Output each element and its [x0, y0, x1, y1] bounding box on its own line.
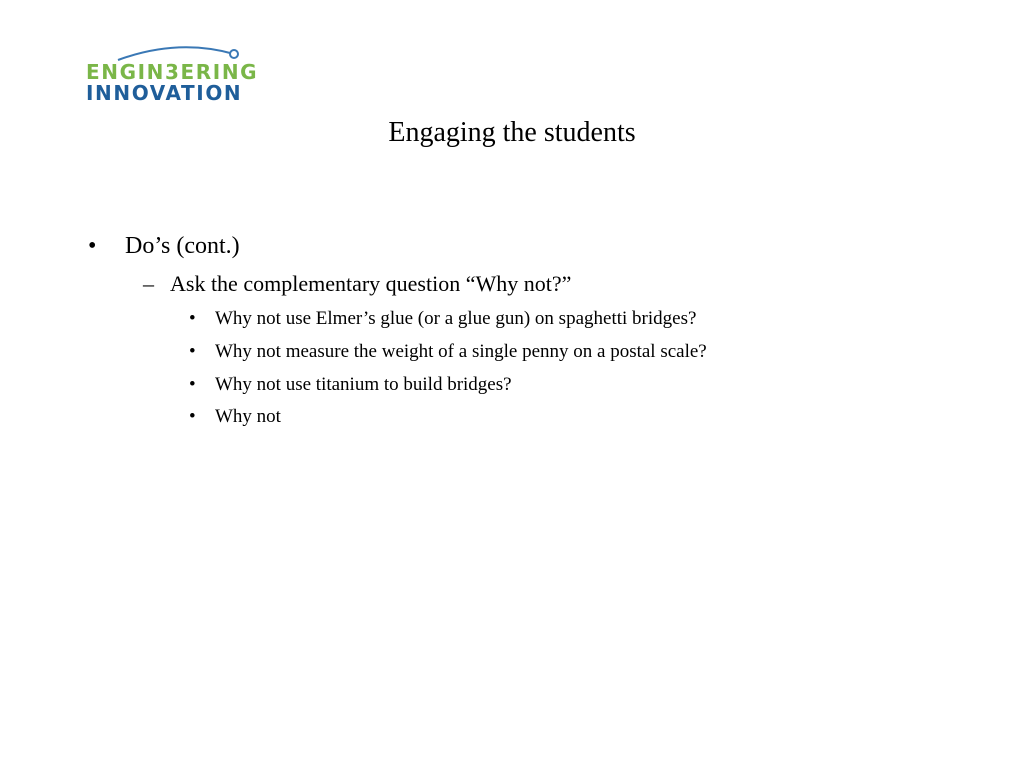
engineering-innovation-logo — [78, 44, 282, 106]
bullet-text: Do’s (cont.) — [125, 233, 240, 259]
bullet-dot-icon: • — [189, 308, 196, 329]
logo-line-engineering: ENGIN3ERING — [86, 60, 259, 84]
logo-line-innovation: INNOVATION — [86, 81, 243, 105]
slide-title: Engaging the students — [388, 117, 636, 148]
bullet-dot-icon: • — [88, 233, 97, 259]
bullet-text: Why not — [215, 406, 281, 427]
dash-marker-icon: – — [143, 271, 154, 296]
bullet-dot-icon: • — [189, 406, 196, 427]
bullet-text: Why not use Elmer’s glue (or a glue gun) on spaghetti bridges? — [215, 308, 697, 329]
bullet-dot-icon: • — [189, 341, 196, 362]
bullet-text: Ask the complementary question “Why not?” — [170, 271, 572, 296]
bullet-text: Why not use titanium to build bridges? — [215, 374, 512, 395]
bullet-dot-icon: • — [189, 374, 196, 395]
bullet-text: Why not measure the weight of a single penny on a postal scale? — [215, 341, 707, 362]
